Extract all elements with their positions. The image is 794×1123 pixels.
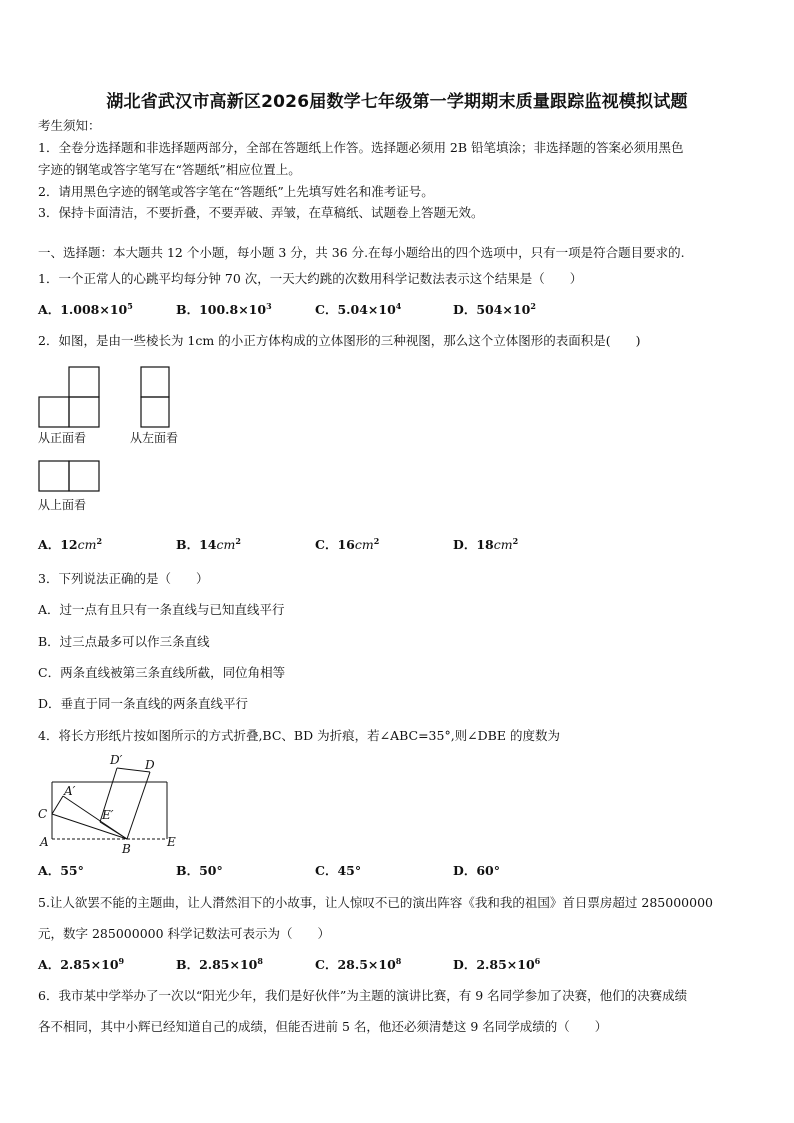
q5-stem-2: 元，数字 285000000 科学记数法可表示为（ ） (38, 926, 331, 941)
q2-option-a: A．$12cm^2$ (38, 535, 103, 552)
q3-option-b: B．过三点最多可以作三条直线 (38, 634, 210, 649)
left-view-label: 从左面看 (130, 431, 179, 445)
q1-stem: 1．一个正常人的心跳平均每分钟 70 次，一天大约跳的次数用科学记数法表示这个结果是（ ） (38, 271, 583, 286)
front-view-diagram (38, 366, 100, 428)
top-view-diagram (38, 460, 100, 492)
label-e-prime: E′ (102, 808, 114, 822)
section-heading: 一、选择题：本大题共 12 个小题，每小题 3 分，共 36 分.在每小题给出的四个选项中，只有一项是符合题目要求的. (38, 245, 685, 260)
top-view-label: 从上面看 (38, 498, 87, 512)
q3-option-a: A．过一点有且只有一条直线与已知直线平行 (38, 602, 285, 617)
q5-option-c: C．$28.5\times 10^8$ (315, 955, 402, 972)
q4-option-b: B．50° (176, 863, 223, 878)
q1-option-c: C．$5.04\times 10^4$ (315, 300, 402, 317)
notice-line-4: 3．保持卡面清洁，不要折叠，不要弄破、弄皱，在草稿纸、试题卷上答题无效。 (38, 205, 484, 220)
q3-option-c: C．两条直线被第三条直线所截，同位角相等 (38, 665, 286, 680)
left-view-diagram (140, 366, 170, 428)
q2-option-d: D．$18cm^2$ (453, 535, 519, 552)
label-c: C (38, 807, 48, 821)
label-d-prime: D′ (110, 753, 123, 767)
q6-stem-1: 6．我市某中学举办了一次以“阳光少年，我们是好伙伴”为主题的演讲比赛，有 9 名同学参加了决赛，他们的决赛成绩 (38, 988, 688, 1003)
q6-stem-2: 各不相同，其中小辉已经知道自己的成绩，但能否进前 5 名，他还必须清楚这 9 名同学成绩的（ ） (38, 1019, 608, 1034)
notice-line-3: 2．请用黑色字迹的钢笔或答字笔在“答题纸”上先填写姓名和准考证号。 (38, 184, 434, 199)
q5-option-d: D．$2.85\times 10^6$ (453, 955, 541, 972)
label-e: E (167, 835, 176, 849)
fold-diagram (34, 752, 194, 856)
page-title: 湖北省武汉市高新区2026届数学七年级第一学期期末质量跟踪监视模拟试题 (106, 92, 688, 112)
q4-stem: 4．将长方形纸片按如图所示的方式折叠,BC、BD 为折痕，若∠ABC=35°,则∠DBE 的度数为 (38, 728, 560, 743)
q1-option-a: A．$1.008\times 10^5$ (38, 300, 133, 317)
notice-line-1: 1．全卷分选择题和非选择题两部分，全部在答题纸上作答。选择题必须用 2B 铅笔填涂；非选择题的答案必须用黑色 (38, 140, 684, 155)
notice-heading: 考生须知： (38, 118, 101, 133)
notice-line-2: 字迹的钢笔或答字笔写在“答题纸”相应位置上。 (38, 162, 301, 177)
q2-option-b: B．$14cm^2$ (176, 535, 241, 552)
q1-option-d: D．$504\times 10^2$ (453, 300, 536, 317)
label-d: D (145, 758, 155, 772)
q5-option-a: A．$2.85\times 10^9$ (38, 955, 125, 972)
q4-option-a: A．55° (38, 863, 84, 878)
q2-stem: 2．如图，是由一些棱长为 1cm 的小正方体构成的立体图形的三种视图，那么这个立体图形的表面积是( ) (38, 333, 641, 348)
label-a: A (40, 835, 49, 849)
q1-option-b: B．$100.8\times 10^3$ (176, 300, 272, 317)
q5-stem-1: 5.让人欲罢不能的主题曲，让人潸然泪下的小故事，让人惊叹不已的演出阵容《我和我的祖国》首日票房超过 285000000 (38, 895, 713, 910)
q4-option-d: D．60° (453, 863, 500, 878)
q4-option-c: C．45° (315, 863, 362, 878)
q2-option-c: C．$16cm^2$ (315, 535, 380, 552)
q5-option-b: B．$2.85\times 10^8$ (176, 955, 263, 972)
q3-option-d: D．垂直于同一条直线的两条直线平行 (38, 696, 249, 711)
label-a-prime: A′ (64, 784, 76, 798)
front-view-label: 从正面看 (38, 431, 87, 445)
label-b: B (122, 842, 131, 856)
q3-stem: 3．下列说法正确的是（ ） (38, 571, 209, 586)
